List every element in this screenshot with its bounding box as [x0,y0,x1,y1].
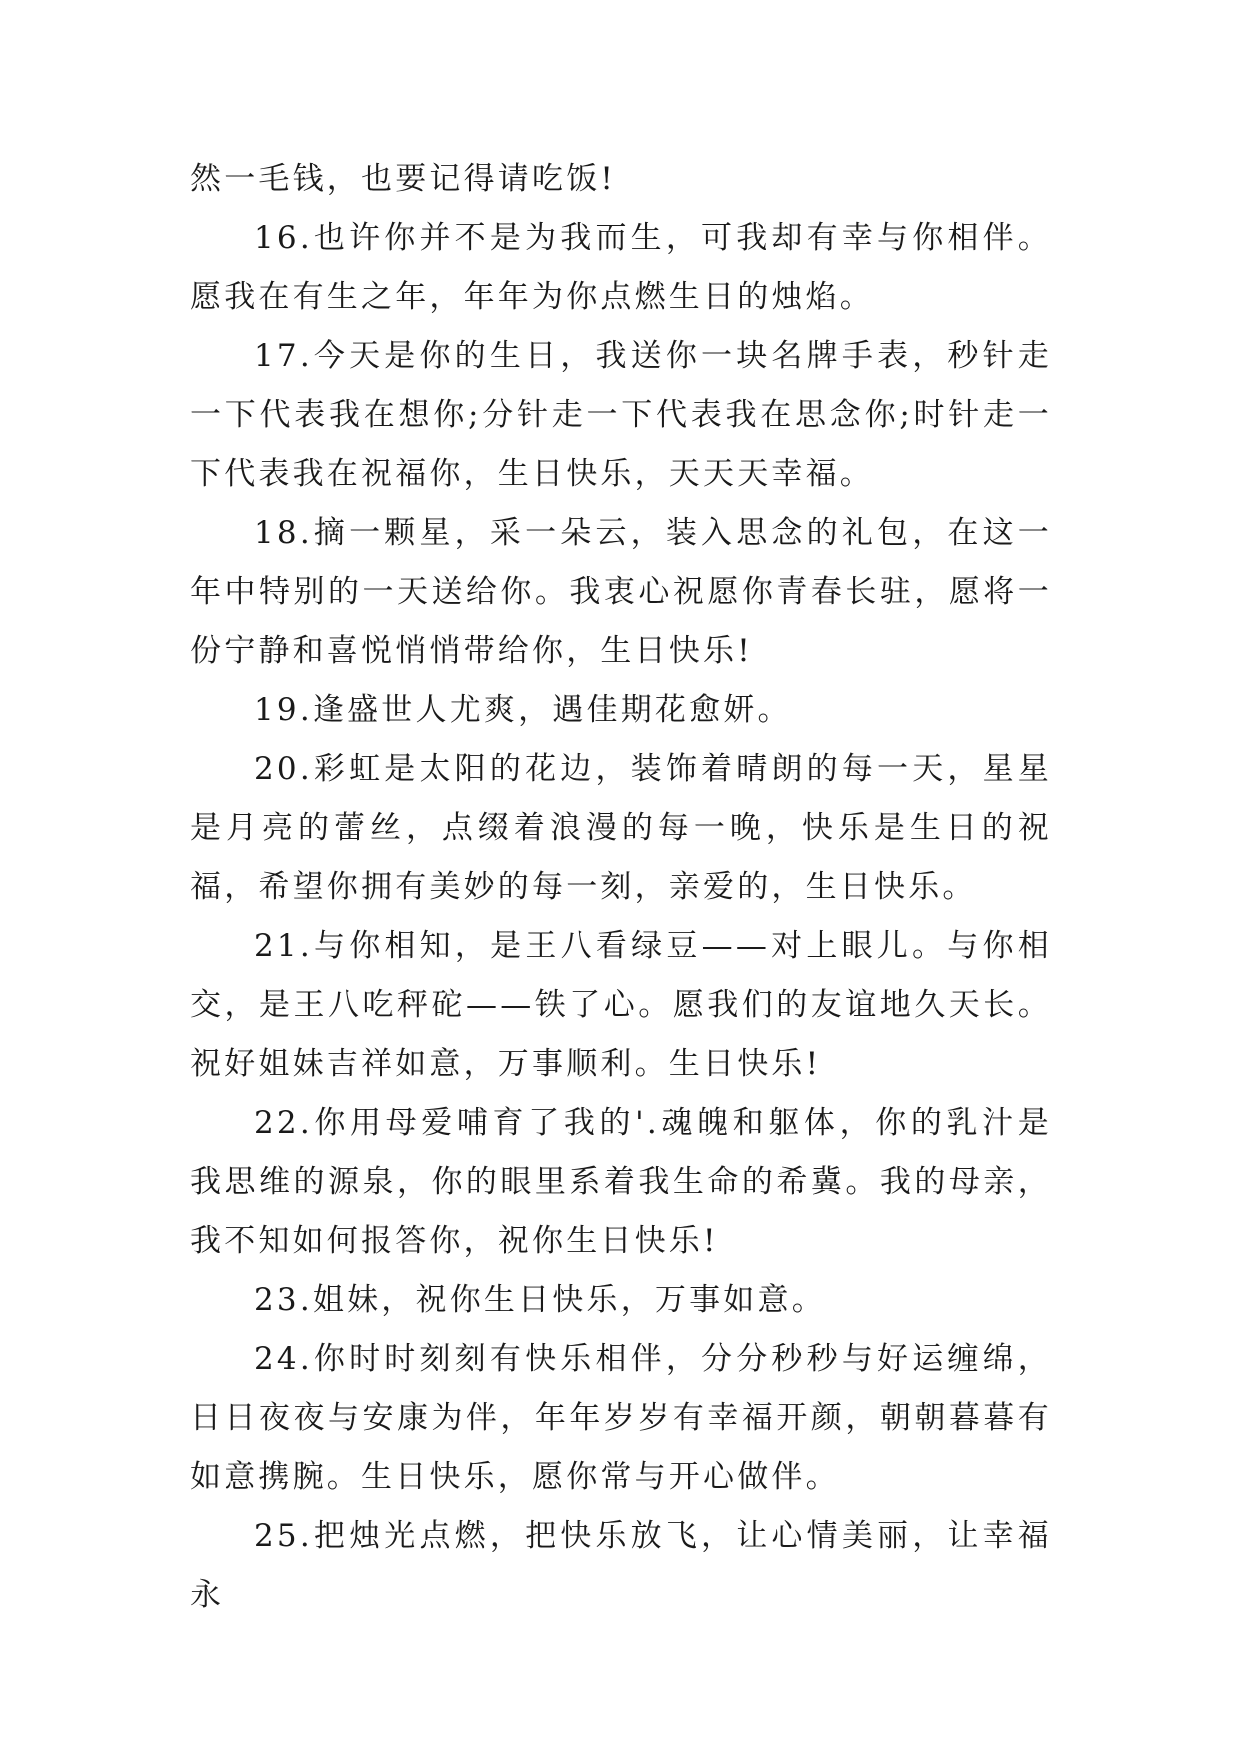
paragraph-item-20: 20.彩虹是太阳的花边，装饰着晴朗的每一天，星星是月亮的蕾丝，点缀着浪漫的每一晚，快乐是生日的祝福，希望你拥有美妙的每一刻，亲爱的，生日快乐。 [190,751,1052,905]
paragraph-item-21: 21.与你相知，是王八看绿豆——对上眼儿。与你相交，是王八吃秤砣——铁了心。愿我们的友谊地久天长。祝好姐妹吉祥如意，万事顺利。生日快乐! [190,928,1052,1082]
paragraph-item-24: 24.你时时刻刻有快乐相伴，分分秒秒与好运缠绵，日日夜夜与安康为伴，年年岁岁有幸福开颜，朝朝暮暮有如意携腕。生日快乐，愿你常与开心做伴。 [190,1341,1052,1495]
paragraph-item-17: 17.今天是你的生日，我送你一块名牌手表，秒针走一下代表我在想你;分针走一下代表我在思念你;时针走一下代表我在祝福你，生日快乐，天天天幸福。 [190,338,1052,492]
paragraph-item-16: 16.也许你并不是为我而生，可我却有幸与你相伴。愿我在有生之年，年年为你点燃生日的烛焰。 [190,220,1052,315]
paragraph-item-25: 25.把烛光点燃，把快乐放飞，让心情美丽，让幸福永 [190,1518,1052,1613]
document-body [190,150,1052,1625]
paragraph-continuation: 然一毛钱，也要记得请吃饭! [190,161,617,197]
paragraph-item-19: 19.逢盛世人尤爽，遇佳期花愈妍。 [254,692,792,728]
paragraph-item-23: 23.姐妹，祝你生日快乐，万事如意。 [254,1282,826,1318]
paragraph-item-18: 18.摘一颗星，采一朵云，装入思念的礼包，在这一年中特别的一天送给你。我衷心祝愿你青春长驻，愿将一份宁静和喜悦悄悄带给你，生日快乐! [190,515,1052,669]
paragraph-item-22: 22.你用母爱哺育了我的'.魂魄和躯体，你的乳汁是我思维的源泉，你的眼里系着我生命的希冀。我的母亲，我不知如何报答你，祝你生日快乐! [190,1105,1052,1259]
